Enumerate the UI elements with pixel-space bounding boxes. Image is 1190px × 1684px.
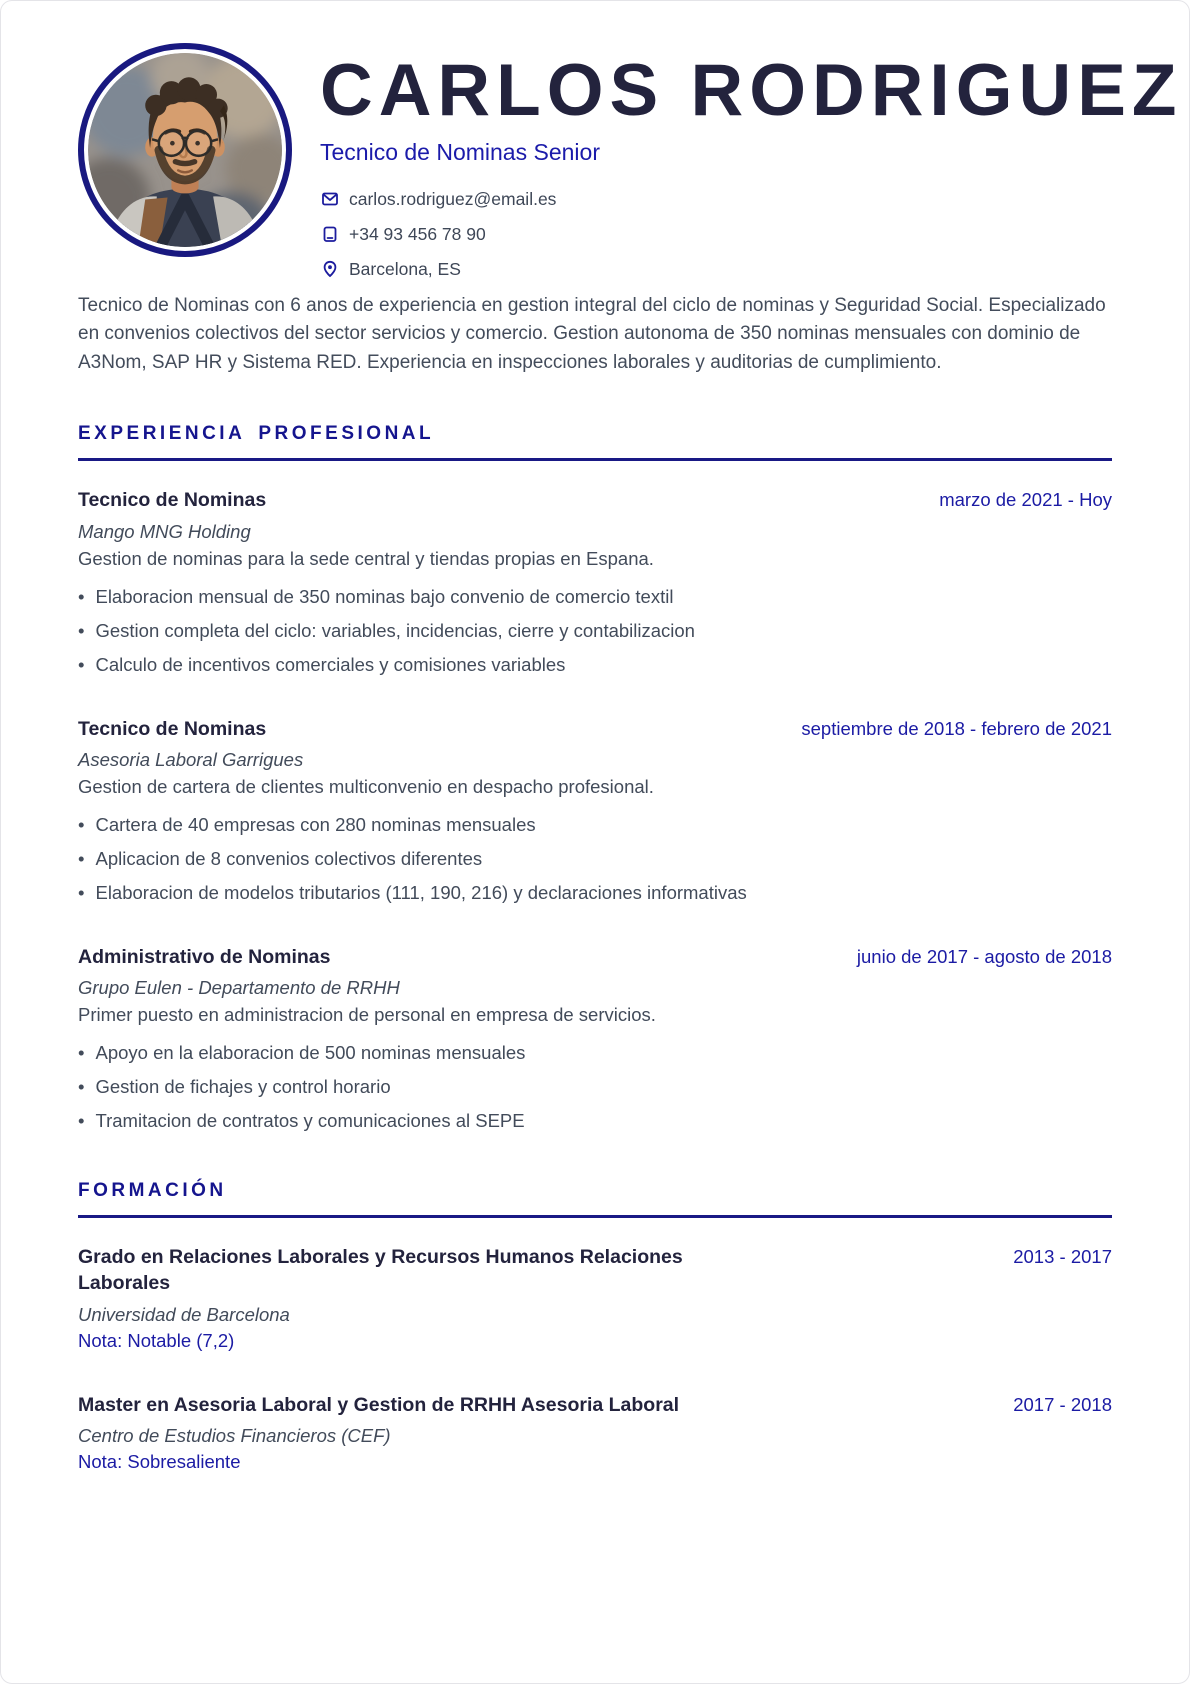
job-company: Asesoria Laboral Garrigues (78, 748, 304, 770)
job-title: Tecnico de Nominas (78, 717, 267, 740)
bullet-glyph: • (78, 881, 85, 903)
mobile-phone-icon (320, 224, 340, 244)
section-divider (78, 1215, 1112, 1218)
bullet-glyph: • (78, 653, 85, 675)
map-pin-icon (320, 259, 340, 279)
job-entry (78, 487, 1112, 677)
bullet-item (78, 585, 1112, 610)
bullet-text: Gestion completa del ciclo: variables, incidencias, cierre y contabilizacion (95, 619, 695, 641)
education-title-row (78, 1392, 1112, 1418)
job-dates: septiembre de 2018 - febrero de 2021 (801, 717, 1112, 739)
contact-email-text: carlos.rodriguez@email.es (349, 188, 557, 209)
bullet-item (78, 1041, 1112, 1066)
profile-summary: Tecnico de Nominas con 6 anos de experiencia en gestion integral del ciclo de nominas y Seguridad Social. Especializado en convenios colectivos del sector servicios y comercio. Gestion autonoma de 350 nominas mensuales con dominio de A3Nom, SAP HR y Sistema RED. Experiencia en inspecciones laborales y auditorias de cumplimiento. (78, 294, 1106, 373)
job-dates: junio de 2017 - agosto de 2018 (856, 945, 1112, 967)
job-entry (78, 716, 1112, 906)
education-dates: 2017 - 2018 (1013, 1393, 1112, 1415)
grade-note: Nota: Sobresaliente (78, 1451, 241, 1472)
job-bullet-list (78, 813, 1112, 906)
job-title: Administrativo de Nominas (78, 945, 331, 968)
job-title: Tecnico de Nominas (78, 489, 267, 512)
degree-title: Grado en Relaciones Laborales y Recursos Humanos Relaciones Laborales (78, 1246, 683, 1295)
job-company: Grupo Eulen - Departamento de RRHH (78, 977, 400, 999)
bullet-text: Aplicacion de 8 convenios colectivos diferentes (95, 847, 483, 869)
grade-note: Nota: Notable (7,2) (78, 1329, 235, 1351)
job-title-row (78, 944, 1112, 970)
bullet-glyph: • (78, 619, 85, 641)
bullet-glyph: • (78, 813, 85, 835)
section-education (78, 1180, 1112, 1473)
bullet-text: Gestion de fichajes y control horario (95, 1076, 391, 1098)
bullet-glyph: • (78, 585, 85, 607)
bullet-item (78, 1075, 1112, 1100)
education-title-row (78, 1244, 1112, 1297)
bullet-item (78, 847, 1112, 872)
bullet-glyph: • (78, 1110, 85, 1132)
contact-location (320, 259, 1189, 280)
bullet-glyph: • (78, 847, 85, 869)
job-entry (78, 944, 1112, 1134)
bullet-item (78, 1109, 1112, 1134)
bullet-text: Apoyo en la elaboracion de 500 nominas mensuales (95, 1042, 526, 1064)
header-text-block (320, 43, 1189, 280)
contact-list (320, 189, 1189, 280)
resume-header (1, 1, 1189, 280)
bullet-text: Elaboracion mensual de 350 nominas bajo convenio de comercio textil (95, 585, 674, 607)
bullet-text: Calculo de incentivos comerciales y comisiones variables (95, 653, 566, 675)
profile-photo-illustration (88, 53, 282, 247)
person-name: CARLOS RODRIGUEZ (320, 53, 1183, 129)
job-description: Primer puesto en administracion de personal en empresa de servicios. (78, 1004, 656, 1026)
education-entry (78, 1392, 1112, 1473)
bullet-item (78, 813, 1112, 838)
job-company: Mango MNG Holding (78, 520, 251, 542)
bullet-text: Elaboracion de modelos tributarios (111, 190, 216) y declaraciones informativas (95, 881, 747, 903)
profile-photo (78, 43, 292, 257)
job-bullet-list (78, 585, 1112, 678)
job-title-row (78, 487, 1112, 513)
contact-phone-text: +34 93 456 78 90 (349, 223, 486, 244)
education-dates: 2013 - 2017 (1013, 1246, 1112, 1268)
job-bullet-list (78, 1041, 1112, 1134)
bullet-item (78, 881, 1112, 906)
job-dates: marzo de 2021 - Hoy (939, 489, 1112, 511)
section-experience (78, 423, 1112, 1134)
degree-title: Master en Asesoria Laboral y Gestion de RRHH Asesoria Laboral (78, 1393, 680, 1416)
bullet-item (78, 653, 1112, 678)
bullet-glyph: • (78, 1042, 85, 1064)
job-description: Gestion de cartera de clientes multiconvenio en despacho profesional. (78, 775, 654, 797)
job-title-row (78, 716, 1112, 742)
contact-phone (320, 224, 1189, 245)
education-entry (78, 1244, 1112, 1352)
school-name: Universidad de Barcelona (78, 1303, 290, 1325)
experience-heading: EXPERIENCIA PROFESIONAL (78, 423, 435, 445)
bullet-text: Tramitacion de contratos y comunicaciones al SEPE (95, 1110, 525, 1132)
envelope-icon (320, 189, 340, 209)
contact-email (320, 189, 1189, 210)
bullet-item (78, 619, 1112, 644)
section-divider (78, 458, 1112, 461)
school-name: Centro de Estudios Financieros (CEF) (78, 1425, 391, 1446)
education-heading: FORMACIÓN (78, 1180, 227, 1202)
contact-location-text: Barcelona, ES (349, 258, 461, 279)
job-description: Gestion de nominas para la sede central y tiendas propias en Espana. (78, 547, 654, 569)
bullet-glyph: • (78, 1076, 85, 1098)
person-job-title: Tecnico de Nominas Senior (320, 138, 600, 165)
bullet-text: Cartera de 40 empresas con 280 nominas mensuales (95, 813, 536, 835)
